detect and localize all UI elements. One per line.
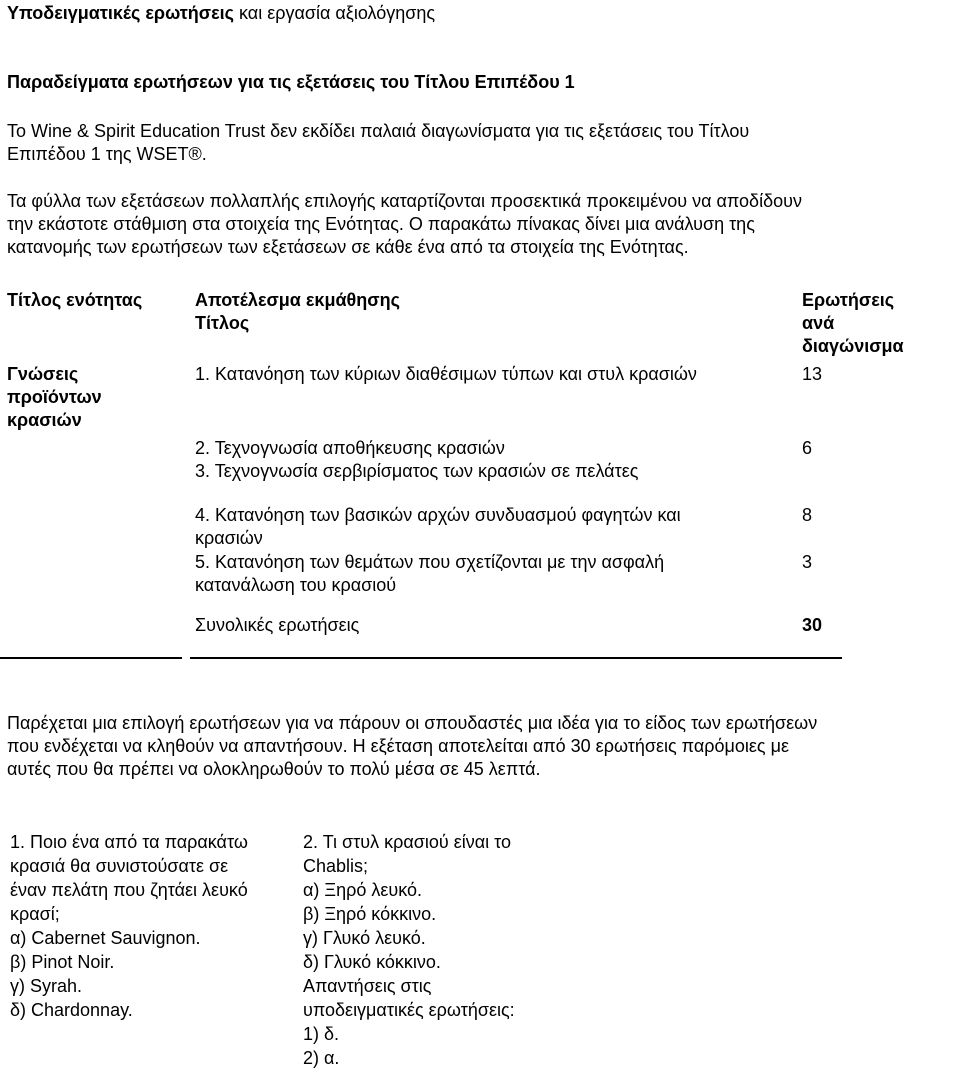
header-bold: Υποδειγματικές ερωτήσεις bbox=[7, 3, 235, 23]
table-row-outcome: 1. Κατανόηση των κύριων διαθέσιμων τύπων και στυλ κρασιών bbox=[195, 364, 697, 384]
table-row-count: 6 bbox=[802, 438, 813, 458]
unit-name: Γνώσεις προϊόντων κρασιών bbox=[7, 364, 102, 430]
header-unit-title: Τίτλος ενότητας bbox=[7, 290, 143, 310]
table-bottom-rule-left bbox=[0, 657, 182, 659]
table-row-outcome: 5. Κατανόηση των θεμάτων που σχετίζονται με την ασφαλή κατανάλωση του κρασιού bbox=[195, 552, 665, 595]
header-questions-per-exam: Ερωτήσεις ανά διαγώνισμα bbox=[802, 290, 904, 356]
header-learning-outcome: Αποτέλεσμα εκμάθησης Τίτλος bbox=[195, 290, 400, 333]
sample-question-2: 2. Τι στυλ κρασιού είναι το Chablis; α) Ξηρό λευκό. β) Ξηρό κόκκινο. γ) Γλυκό λευκό. δ) Γλυκό κόκκινο. Απαντήσεις στις υποδειγματικές ερωτήσεις: 1) δ. 2) α. bbox=[303, 832, 515, 1068]
table-bottom-rule-right bbox=[190, 657, 842, 659]
intro-paragraph: Το Wine & Spirit Education Trust δεν εκδίδει παλαιά διαγωνίσματα για τις εξετάσεις του Τίτλου Επιπέδου 1 της WSET®. bbox=[7, 121, 750, 164]
table-row-count: 3 bbox=[802, 552, 813, 572]
table-row-outcome: 2. Τεχνογνωσία αποθήκευσης κρασιών 3. Τεχνογνωσία σερβιρίσματος των κρασιών σε πελάτες bbox=[195, 438, 639, 481]
document-header bbox=[7, 2, 435, 25]
table-row-count: 8 bbox=[802, 505, 813, 525]
table-row-outcome: 4. Κατανόηση των βασικών αρχών συνδυασμού φαγητών και κρασιών bbox=[195, 505, 681, 548]
sample-intro-paragraph: Παρέχεται μια επιλογή ερωτήσεων για να πάρουν οι σπουδαστές μια ιδέα για το είδος των ερωτήσεων που ενδέχεται να κληθούν να απαντήσουν. Η εξέταση αποτελείται από 30 ερωτήσεις παρόμοιες με αυτές που θα πρέπει να ολοκληρωθούν το πολύ μέσα σε 45 λεπτά. bbox=[7, 713, 818, 779]
header-rest: και εργασία αξιολόγησης bbox=[234, 3, 436, 23]
sample-question-1: 1. Ποιο ένα από τα παρακάτω κρασιά θα συνιστούσατε σε έναν πελάτη που ζητάει λευκό κρασί; α) Cabernet Sauvignon. β) Pinot Noir. γ) Syrah. δ) Chardonnay. bbox=[10, 832, 248, 1020]
section-title: Παραδείγματα ερωτήσεων για τις εξετάσεις του Τίτλου Επιπέδου 1 bbox=[7, 72, 575, 92]
distribution-paragraph: Τα φύλλα των εξετάσεων πολλαπλής επιλογής καταρτίζονται προσεκτικά προκειμένου να αποδίδουν την εκάστοτε στάθμιση στα στοιχεία της Ενότητας. Ο παρακάτω πίνακας δίνει μια ανάλυση της κατανομής των ερωτήσεων των εξετάσεων σε κάθε ένα από τα στοιχεία της Ενότητας. bbox=[7, 191, 802, 257]
total-label: Συνολικές ερωτήσεις bbox=[195, 615, 360, 635]
total-value: 30 bbox=[802, 615, 823, 635]
table-row-count: 13 bbox=[802, 364, 823, 384]
